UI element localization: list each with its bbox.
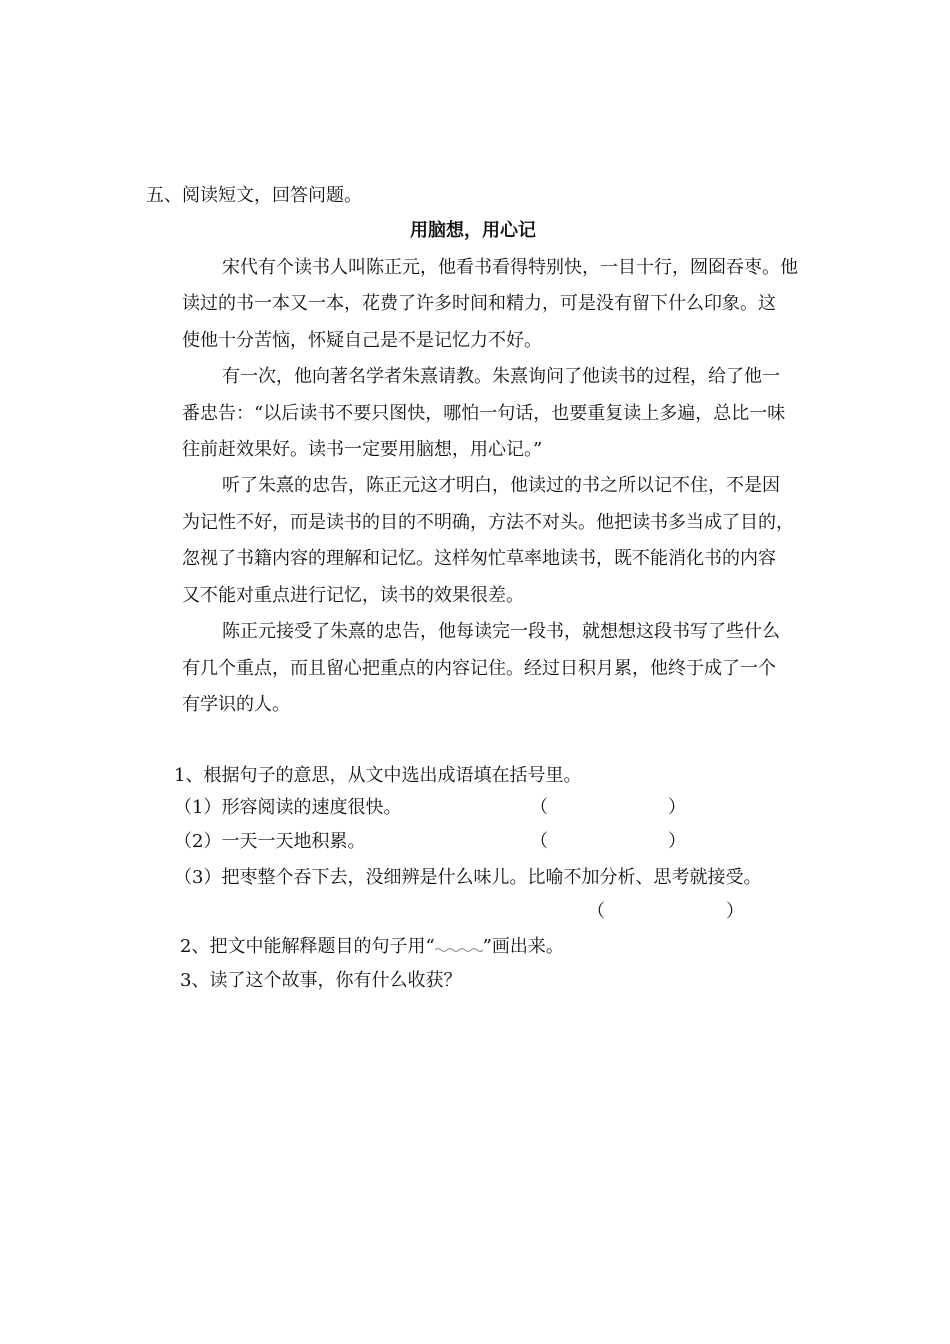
passage-line: 有一次，他向著名学者朱熹请教。朱熹询问了他读书的过程，给了他一 (222, 366, 780, 387)
question-1-item: （3）把枣整个吞下去，没细辨是什么味儿。比喻不加分析、思考就接受。 (174, 867, 762, 888)
passage-line: 番忠告：“以后读书不要只图快，哪怕一句话，也要重复读上多遍，总比一味 (182, 403, 786, 424)
answer-paren-open: （ (587, 901, 605, 922)
question-1-item: （1）形容阅读的速度很快。 (174, 797, 402, 818)
passage-line: 读过的书一本又一本，花费了许多时间和精力，可是没有留下什么印象。这 (182, 293, 776, 314)
answer-paren-close: ） (668, 831, 686, 852)
question-3: 3、读了这个故事，你有什么收获？ (180, 970, 462, 991)
passage-line: 有几个重点，而且留心把重点的内容记住。经过日积月累，他终于成了一个 (182, 658, 776, 679)
wavy-underline-icon (435, 942, 483, 952)
answer-paren-close: ） (726, 901, 744, 922)
passage-line: 宋代有个读书人叫陈正元，他看书看得特别快，一目十行，囫囵吞枣。他 (222, 257, 798, 278)
passage-line: 有学识的人。 (182, 694, 290, 715)
passage-title: 用脑想，用心记 (410, 220, 536, 241)
passage-line: 又不能对重点进行记忆，读书的效果很差。 (182, 585, 524, 606)
answer-paren-close: ） (668, 797, 686, 818)
passage-line: 听了朱熹的忠告，陈正元这才明白，他读过的书之所以记不住，不是因 (222, 475, 780, 496)
passage-line: 往前赶效果好。读书一定要用脑想，用心记。” (182, 439, 543, 460)
question-2-text-before: 2、把文中能解释题目的句子用“ (180, 936, 435, 957)
question-1-prompt: 1、根据句子的意思，从文中选出成语填在括号里。 (174, 765, 582, 786)
passage-line: 为记性不好，而是读书的目的不明确，方法不对头。他把读书多当成了目的， (182, 512, 794, 533)
passage-line: 陈正元接受了朱熹的忠告，他每读完一段书，就想想这段书写了些什么 (222, 621, 780, 642)
question-1-item: （2）一天一天地积累。 (174, 831, 366, 852)
passage-line: 忽视了书籍内容的理解和记忆。这样匆忙草率地读书，既不能消化书的内容 (182, 548, 776, 569)
answer-paren-open: （ (530, 797, 548, 818)
section-heading: 五、阅读短文，回答问题。 (146, 185, 362, 206)
question-2 (180, 935, 564, 959)
question-2-text-after: ”画出来。 (482, 936, 564, 957)
passage-line: 使他十分苦恼，怀疑自己是不是记忆力不好。 (182, 330, 542, 351)
answer-paren-open: （ (530, 831, 548, 852)
